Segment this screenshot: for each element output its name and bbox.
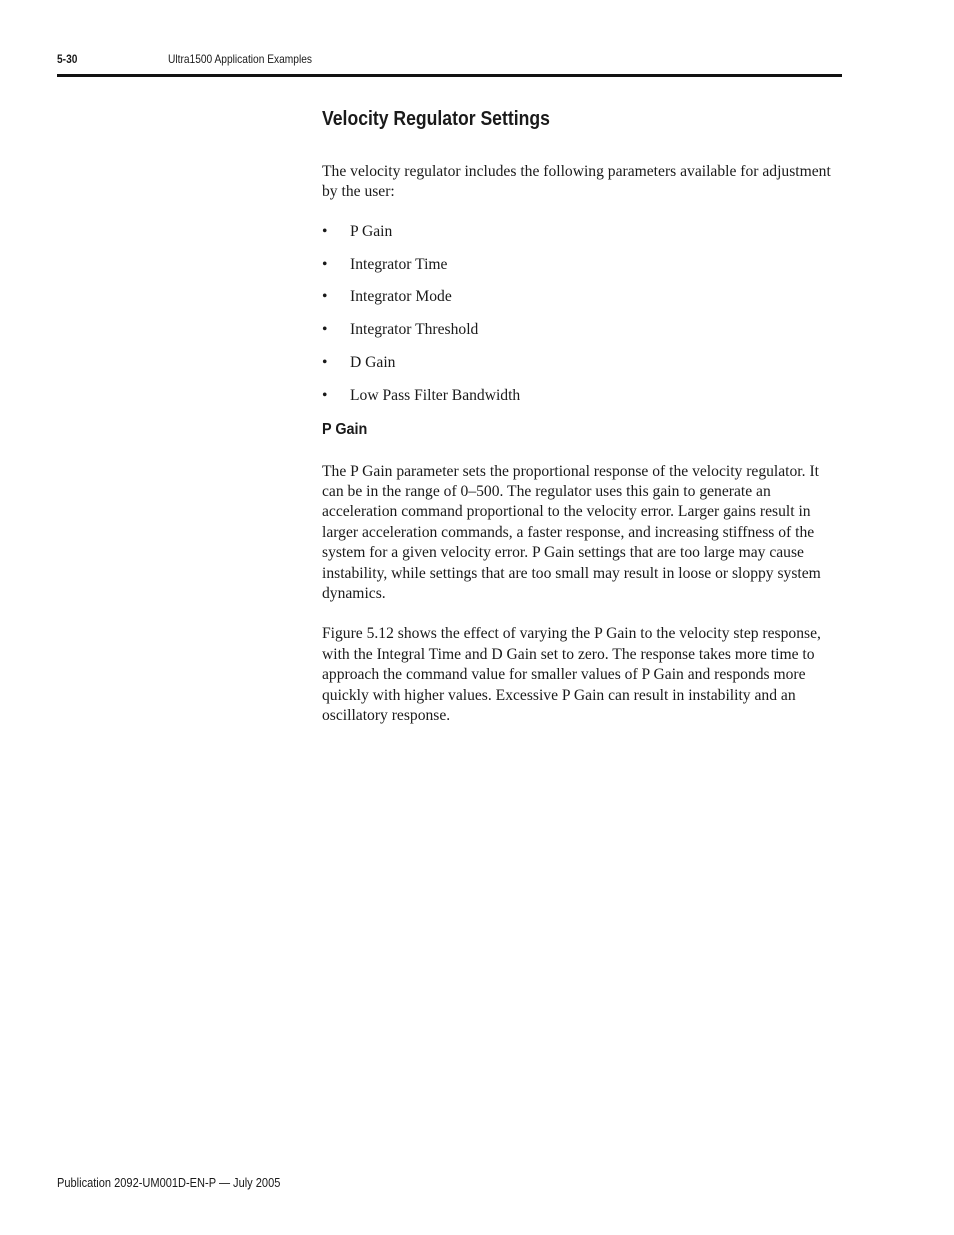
list-item-label: Integrator Mode xyxy=(350,288,452,306)
page-header xyxy=(57,52,842,70)
list-item-label: Low Pass Filter Bandwidth xyxy=(350,386,521,404)
publication-footer: Publication 2092-UM001D-EN-P — July 2005 xyxy=(57,1175,281,1190)
main-content xyxy=(322,106,842,726)
p-gain-paragraph-2: Figure 5.12 shows the effect of varying the P Gain to the velocity step response, with the Integral Time and D Gain set to zero. The response takes more time to approach the command value for smaller values of P Gain and responds more quickly with higher values. Excessive P Gain can result in instability and an oscillatory response. xyxy=(322,625,821,725)
list-item xyxy=(322,353,842,373)
page-number: 5-30 xyxy=(57,52,78,66)
bullet-icon: • xyxy=(322,321,328,339)
list-item-label: Integrator Time xyxy=(350,255,448,273)
list-item xyxy=(322,320,842,340)
list-item xyxy=(322,222,842,242)
list-item-label: P Gain xyxy=(350,222,393,240)
bullet-icon: • xyxy=(322,255,328,273)
subsection-title: P Gain xyxy=(322,420,368,438)
bullet-icon: • xyxy=(322,222,328,240)
bullet-icon: • xyxy=(322,288,328,306)
parameter-list xyxy=(322,222,842,406)
p-gain-paragraph-1: The P Gain parameter sets the proportional response of the velocity regulator. It can be in the range of 0–500. The regulator uses this gain to generate an acceleration command proportional to the velocity error. Larger gains result in larger acceleration commands, a faster response, and increasing stiffness of the system for a given velocity error. P Gain settings that are too large may cause instability, while settings that are too small may result in loose or sloppy system dynamics. xyxy=(322,462,821,603)
list-item xyxy=(322,287,842,307)
list-item xyxy=(322,255,842,275)
bullet-icon: • xyxy=(322,386,328,404)
list-item xyxy=(322,386,842,406)
list-item-label: Integrator Threshold xyxy=(350,321,479,339)
list-item-label: D Gain xyxy=(350,354,396,371)
running-title: Ultra1500 Application Examples xyxy=(168,52,313,66)
header-rule xyxy=(57,74,842,77)
section-intro: The velocity regulator includes the following parameters available for adjustment by the user: xyxy=(322,163,831,201)
bullet-icon: • xyxy=(322,354,328,371)
section-title: Velocity Regulator Settings xyxy=(322,108,550,130)
